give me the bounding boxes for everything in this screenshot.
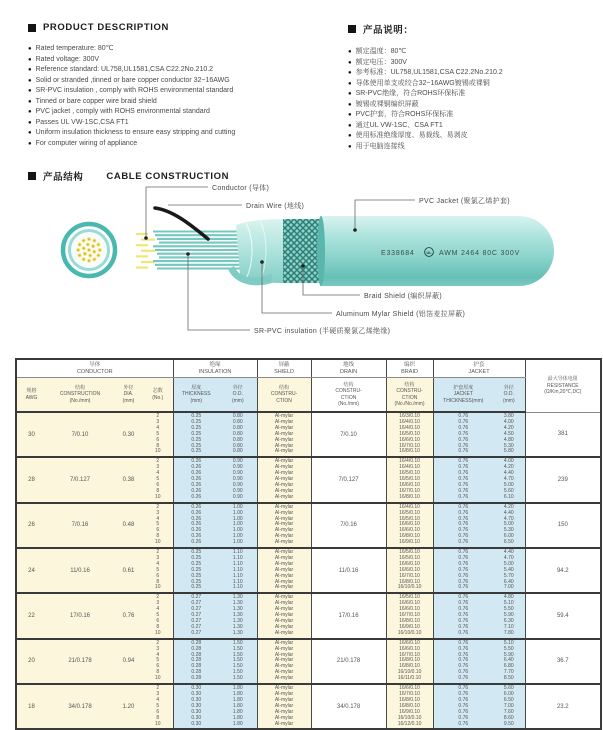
cell-drain: 11/0.16	[311, 548, 386, 593]
column-header-ins_thickness: 厚度 THICKNESS (mm)	[173, 378, 219, 413]
bullet-icon: ●	[28, 119, 32, 126]
column-group-header: 导体 CONDUCTOR	[16, 359, 173, 378]
core-dot-center-icon	[93, 258, 95, 260]
cell-jacket_od: 5.10 5.50 5.90 6.40 6.80 7.70 8.50	[493, 639, 525, 684]
bullet-text: 导体使用单支或绞合32~16AWG镀锡或裸铜	[355, 79, 490, 87]
core-dot-center-icon	[84, 253, 86, 255]
column-group-header: 屏蔽 SHIELD	[257, 359, 311, 378]
bullet-text: 额定电压：300V	[355, 58, 407, 66]
column-header-resistance: 最大导体电阻 RESISTANCE (Ω/Km,20℃,DC)	[525, 359, 601, 412]
bullet-item	[348, 100, 598, 111]
cross-section-view	[63, 224, 115, 276]
bullet-text: Rated temperature: 80℃	[35, 45, 114, 52]
cell-construction: 17/0.16	[46, 593, 114, 638]
cell-jacket_od: 4.40 4.70 5.00 5.40 5.70 6.40 7.00	[493, 548, 525, 593]
cell-shield: Al-mylar Al-mylar Al-mylar Al-mylar Al-mylar Al-mylar Al-mylar	[257, 684, 311, 729]
label-conductor: Conductor (导体)	[212, 185, 270, 192]
bullet-icon: ●	[348, 91, 352, 97]
cell-awg: 22	[16, 593, 46, 638]
label-sr-pvc: SR-PVC insulation (半硬质聚氯乙烯绝缘)	[254, 328, 391, 335]
table-row-awg-20	[16, 639, 601, 684]
construction-title-cn: 产品结构	[43, 172, 84, 183]
cell-braid: 16/6/0.10 16/6/0.10 16/7/0.10 16/8/0.10 16/8/0.10 16/10/0.10 16/11/0.10	[386, 639, 433, 684]
bullet-item	[28, 128, 323, 139]
bullet-icon: ●	[348, 101, 352, 108]
cell-dia: 0.38	[114, 457, 143, 502]
bullet-item	[28, 118, 323, 129]
table-row-awg-22	[16, 593, 601, 638]
core-dot-center-icon	[99, 249, 101, 251]
construction-title-en: CABLE CONSTRUCTION	[106, 170, 230, 182]
column-header-jacket_thickness: 护套厚度 JACKET THICKNESS(mm)	[433, 378, 493, 413]
product-description-cn-list	[348, 47, 598, 152]
cell-drain: 17/0.16	[311, 593, 386, 638]
cell-ins_thickness: 0.26 0.26 0.26 0.26 0.26 0.26 0.26	[173, 503, 219, 548]
bullet-icon: ●	[28, 77, 32, 84]
cell-jacket_thickness: 0.76 0.76 0.76 0.76 0.76 0.76 0.76	[433, 412, 493, 457]
product-description-cn-section	[348, 22, 598, 152]
cell-resistance: 381	[525, 412, 601, 457]
table-row-awg-18	[16, 684, 601, 729]
cell-awg: 30	[16, 412, 46, 457]
cell-braid: 16/5/0.10 16/5/0.10 16/6/0.10 16/6/0.10 16/7/0.10 16/8/0.10 16/10/0.10	[386, 548, 433, 593]
cell-braid: 16/6/0.10 16/7/0.10 16/8/0.10 16/8/0.10 16/9/0.10 16/10/0.10 16/12/0.10	[386, 684, 433, 729]
bullet-text: PVC护套，符合ROHS环保标准	[355, 111, 454, 118]
label-aluminum-mylar: Aluminum Mylar Shield (铝箔麦拉屏蔽)	[336, 311, 466, 318]
cell-cores: 2 3 4 5 6 8 10	[143, 593, 173, 638]
table-row-awg-30	[16, 412, 601, 457]
section-marker-icon	[28, 24, 36, 32]
bullet-text: 额定温度：80℃	[355, 48, 407, 55]
cell-drain: 7/0.127	[311, 457, 386, 502]
cell-drain: 21/0.178	[311, 639, 386, 684]
product-description-cn-title	[348, 22, 598, 36]
bullet-item	[28, 97, 323, 108]
bullet-item	[28, 139, 323, 150]
bullet-text: PVC jacket , comply with ROHS environmental standard	[35, 108, 210, 115]
cell-resistance: 94.2	[525, 548, 601, 593]
cell-construction: 34/0.178	[46, 684, 114, 729]
label-drain-wire: Drain Wire (地线)	[246, 203, 305, 210]
cell-resistance: 59.4	[525, 593, 601, 638]
core-dot-center-icon	[79, 244, 81, 246]
bullet-icon: ●	[28, 56, 32, 63]
bullet-item	[348, 131, 598, 142]
cell-shield: Al-mylar Al-mylar Al-mylar Al-mylar Al-mylar Al-mylar Al-mylar	[257, 639, 311, 684]
cell-ins_od: 1.00 1.00 1.00 1.00 1.00 1.00 1.00	[219, 503, 257, 548]
core-dot-center-icon	[93, 251, 95, 253]
bullet-icon: ●	[348, 112, 352, 118]
bullet-item	[348, 47, 598, 58]
cell-cores: 2 3 4 5 6 8 10	[143, 684, 173, 729]
cell-ins_od: 1.30 1.30 1.30 1.30 1.30 1.30 1.30	[219, 593, 257, 638]
cell-cores: 2 3 4 5 6 8 10	[143, 412, 173, 457]
cell-construction: 11/0.16	[46, 548, 114, 593]
bullet-text: Rated voltage: 300V	[35, 55, 100, 63]
cell-awg: 24	[16, 548, 46, 593]
bullet-item	[348, 89, 598, 100]
column-group-header: 绝缘 INSULATION	[173, 359, 257, 378]
cell-jacket_od: 3.80 4.00 4.20 4.50 4.80 5.30 5.80	[493, 412, 525, 457]
core-dot-center-icon	[97, 244, 99, 246]
table-column-header-row	[16, 378, 601, 413]
bullet-text: Tinned or bare copper wire braid shield	[35, 97, 157, 105]
core-dot-center-icon	[83, 240, 85, 242]
cell-ins_od: 0.80 0.80 0.80 0.80 0.80 0.80 0.80	[219, 412, 257, 457]
column-header-dia: 外径 DIA. (mm)	[114, 378, 143, 413]
product-description-title	[28, 22, 323, 33]
cell-shield: Al-mylar Al-mylar Al-mylar Al-mylar Al-mylar Al-mylar Al-mylar	[257, 548, 311, 593]
core-dot-center-icon	[77, 249, 79, 251]
cell-resistance: 23.2	[525, 684, 601, 729]
bullet-text: Passes UL VW-1SC,CSA FT1	[35, 118, 129, 126]
core-dot-center-icon	[88, 249, 90, 251]
jacket-cut-edge	[317, 216, 325, 286]
column-header-jacket_od: 外径 O.D. (mm)	[493, 378, 525, 413]
bullet-text: 参考标准：UL758,UL1581,CSA C22.2No.210.2	[355, 69, 503, 76]
cell-ins_od: 0.90 0.90 0.90 0.90 0.90 0.90 0.90	[219, 457, 257, 502]
label-braid-shield: Braid Shield (编织屏蔽)	[364, 293, 443, 300]
label-pvc-jacket: PVC Jacket (聚氯乙烯护套)	[419, 198, 510, 205]
cell-ins_thickness: 0.27 0.27 0.27 0.27 0.27 0.27 0.27	[173, 593, 219, 638]
bullet-item	[28, 86, 323, 97]
bullet-item	[28, 76, 323, 87]
cell-resistance: 239	[525, 457, 601, 502]
cell-drain: 34/0.178	[311, 684, 386, 729]
bullet-item	[28, 65, 323, 76]
cell-awg: 20	[16, 639, 46, 684]
core-dot-center-icon	[88, 260, 90, 262]
table-row-awg-24	[16, 548, 601, 593]
cell-ins_od: 1.10 1.10 1.10 1.10 1.10 1.10 1.10	[219, 548, 257, 593]
cell-cores: 2 3 4 5 6 8 10	[143, 457, 173, 502]
bullet-text: For computer wiring of appliance	[35, 139, 138, 147]
bullet-item	[28, 55, 323, 66]
core-dot-center-icon	[88, 238, 90, 240]
cell-construction: 21/0.178	[46, 639, 114, 684]
cell-shield: Al-mylar Al-mylar Al-mylar Al-mylar Al-mylar Al-mylar Al-mylar	[257, 457, 311, 502]
bullet-icon: ●	[28, 140, 32, 147]
cell-cores: 2 3 4 5 6 8 10	[143, 503, 173, 548]
table-group-header-row	[16, 359, 601, 378]
core-dot-center-icon	[87, 244, 89, 246]
column-group-header: 编织 BRAID	[386, 359, 433, 378]
bullet-icon: ●	[28, 67, 32, 73]
cell-jacket_thickness: 0.76 0.76 0.76 0.76 0.76 0.76 0.76	[433, 593, 493, 638]
cell-jacket_od: 4.00 4.20 4.40 4.70 5.00 5.60 6.10	[493, 457, 525, 502]
bullet-item	[348, 58, 598, 69]
section-title-text: PRODUCT DESCRIPTION	[43, 22, 169, 33]
cell-construction: 7/0.127	[46, 457, 114, 502]
bullet-icon: ●	[28, 130, 32, 136]
column-header-shield: 结构 CONSTRU- CTION	[257, 378, 311, 413]
column-header-drain: 结构 CONSTRU- CTION (No./mm)	[311, 378, 386, 413]
core-dot-center-icon	[83, 247, 85, 249]
cell-resistance: 36.7	[525, 639, 601, 684]
cell-jacket_od: 5.60 6.00 6.50 7.00 7.60 8.60 9.50	[493, 684, 525, 729]
column-header-braid: 结构 CONSTRU- CTION (No./No./mm)	[386, 378, 433, 413]
bullet-text: Reference standard: UL758,UL1581,CSA C22.2No.210.2	[35, 66, 214, 73]
bullet-icon: ●	[348, 133, 352, 139]
bullet-text: Solid or stranded ,tinned or bare copper conductor 32~16AWG	[35, 76, 230, 84]
cable-construction-diagram	[0, 183, 603, 355]
cell-braid: 16/5/0.10 16/6/0.10 16/6/0.10 16/7/0.10 16/8/0.10 16/9/0.10 16/10/0.10	[386, 593, 433, 638]
bullet-icon: ●	[348, 49, 352, 55]
section-title-text: 产品说明：	[363, 25, 414, 36]
bullet-item	[348, 142, 598, 153]
core-dot-center-icon	[89, 255, 91, 257]
cell-dia: 0.30	[114, 412, 143, 457]
bullet-icon: ●	[348, 80, 352, 87]
bullet-item	[348, 68, 598, 79]
cell-dia: 0.61	[114, 548, 143, 593]
cell-ins_thickness: 0.28 0.28 0.28 0.28 0.28 0.28 0.28	[173, 639, 219, 684]
table-row-awg-26	[16, 503, 601, 548]
cell-dia: 0.48	[114, 503, 143, 548]
cell-braid: 16/3/0.10 16/4/0.10 16/4/0.10 16/5/0.10 16/6/0.10 16/7/0.10 16/8/0.10	[386, 412, 433, 457]
cable-construction-title	[28, 169, 229, 183]
cell-construction: 7/0.16	[46, 503, 114, 548]
bullet-icon: ●	[28, 46, 32, 52]
bullet-text: SR-PVC insulation , comply with ROHS environmental standard	[35, 87, 234, 94]
cell-jacket_thickness: 0.76 0.76 0.76 0.76 0.76 0.76 0.76	[433, 548, 493, 593]
column-header-construction: 结构 CONSTRUCTION (No./mm)	[46, 378, 114, 413]
section-marker-icon	[348, 25, 356, 33]
specification-table	[15, 358, 602, 730]
bullet-text: SR-PVC绝缘，符合ROHS环保标准	[355, 90, 466, 97]
core-dot-center-icon	[93, 240, 95, 242]
cell-shield: Al-mylar Al-mylar Al-mylar Al-mylar Al-mylar Al-mylar Al-mylar	[257, 593, 311, 638]
core-dot-center-icon	[97, 254, 99, 256]
cell-cores: 2 3 4 5 6 8 10	[143, 639, 173, 684]
cell-ins_od: 1.80 1.80 1.80 1.80 1.80 1.80 1.80	[219, 684, 257, 729]
cell-ins_thickness: 0.30 0.30 0.30 0.30 0.30 0.30 0.30	[173, 684, 219, 729]
bullet-text: 通过UL VW-1SC、CSA FT1	[355, 121, 443, 129]
bullet-text: 用于电脑连接线	[355, 142, 405, 150]
cell-drain: 7/0.10	[311, 412, 386, 457]
bullet-item	[28, 107, 323, 118]
cell-shield: Al-mylar Al-mylar Al-mylar Al-mylar Al-mylar Al-mylar Al-mylar	[257, 412, 311, 457]
core-dot-center-icon	[92, 245, 94, 247]
bullet-icon: ●	[348, 143, 352, 150]
bullet-text: 使用标准绝缘厚度、易裁线、易剥皮	[355, 132, 468, 139]
column-group-header: 地线 DRAIN	[311, 359, 386, 378]
cell-ins_od: 1.50 1.50 1.50 1.50 1.50 1.50 1.50	[219, 639, 257, 684]
bullet-icon: ●	[348, 70, 352, 76]
cell-jacket_od: 4.20 4.40 4.70 5.00 5.30 6.00 6.50	[493, 503, 525, 548]
product-description-section	[28, 22, 323, 149]
cell-braid: 16/4/0.10 16/4/0.10 16/5/0.10 16/5/0.10 16/6/0.10 16/7/0.10 16/8/0.10	[386, 457, 433, 502]
cell-awg: 28	[16, 457, 46, 502]
specification-table-section	[15, 358, 602, 730]
cell-drain: 7/0.16	[311, 503, 386, 548]
core-dot-center-icon	[79, 254, 81, 256]
bullet-icon: ●	[28, 88, 32, 94]
bullet-icon: ●	[348, 122, 352, 129]
column-header-cores: 芯数 (No.)	[143, 378, 173, 413]
cell-dia: 1.20	[114, 684, 143, 729]
column-group-header: 护套 JACKET	[433, 359, 525, 378]
jacket-print-spec: AWM 2464 80C 300V	[439, 250, 521, 257]
bullet-item	[348, 121, 598, 132]
cell-cores: 2 3 4 5 6 8 10	[143, 548, 173, 593]
column-header-awg: 规格 AWG	[16, 378, 46, 413]
cell-ins_thickness: 0.25 0.25 0.25 0.25 0.25 0.25 0.25	[173, 412, 219, 457]
section-marker-icon	[28, 172, 36, 180]
cell-braid: 16/4/0.10 16/5/0.10 16/5/0.10 16/6/0.10 16/6/0.10 16/8/0.10 16/9/0.10	[386, 503, 433, 548]
column-header-ins_od: 外径 O.D. (mm)	[219, 378, 257, 413]
cell-awg: 18	[16, 684, 46, 729]
core-dot-center-icon	[83, 258, 85, 260]
bullet-icon: ●	[28, 109, 32, 115]
cell-dia: 0.94	[114, 639, 143, 684]
cell-dia: 0.76	[114, 593, 143, 638]
product-description-list	[28, 44, 323, 149]
bullet-text: Uniform insulation thickness to ensure easy stripping and cutting	[35, 129, 236, 136]
cell-jacket_od: 4.80 5.10 5.50 5.90 6.30 7.10 7.80	[493, 593, 525, 638]
cell-jacket_thickness: 0.76 0.76 0.76 0.76 0.76 0.76 0.76	[433, 457, 493, 502]
cell-jacket_thickness: 0.76 0.76 0.76 0.76 0.76 0.76 0.76	[433, 684, 493, 729]
bullet-text: 镀锡或裸铜编织屏蔽	[355, 100, 419, 108]
bullet-item	[348, 110, 598, 121]
bullet-icon: ●	[28, 98, 32, 105]
jacket-print-cert: E338684	[381, 250, 415, 257]
cell-construction: 7/0.10	[46, 412, 114, 457]
cell-awg: 26	[16, 503, 46, 548]
bullet-item	[348, 79, 598, 90]
cell-ins_thickness: 0.26 0.26 0.26 0.26 0.26 0.26 0.26	[173, 457, 219, 502]
bullet-item	[28, 44, 323, 55]
cell-shield: Al-mylar Al-mylar Al-mylar Al-mylar Al-mylar Al-mylar Al-mylar	[257, 503, 311, 548]
insulated-wires	[136, 232, 247, 269]
cell-jacket_thickness: 0.76 0.76 0.76 0.76 0.76 0.76 0.76	[433, 503, 493, 548]
ul-mark-text: UL	[426, 249, 432, 255]
bullet-icon: ●	[348, 59, 352, 66]
cell-ins_thickness: 0.25 0.25 0.25 0.25 0.25 0.25 0.25	[173, 548, 219, 593]
cell-jacket_thickness: 0.76 0.76 0.76 0.76 0.76 0.76 0.76	[433, 639, 493, 684]
cell-resistance: 150	[525, 503, 601, 548]
table-row-awg-28	[16, 457, 601, 502]
